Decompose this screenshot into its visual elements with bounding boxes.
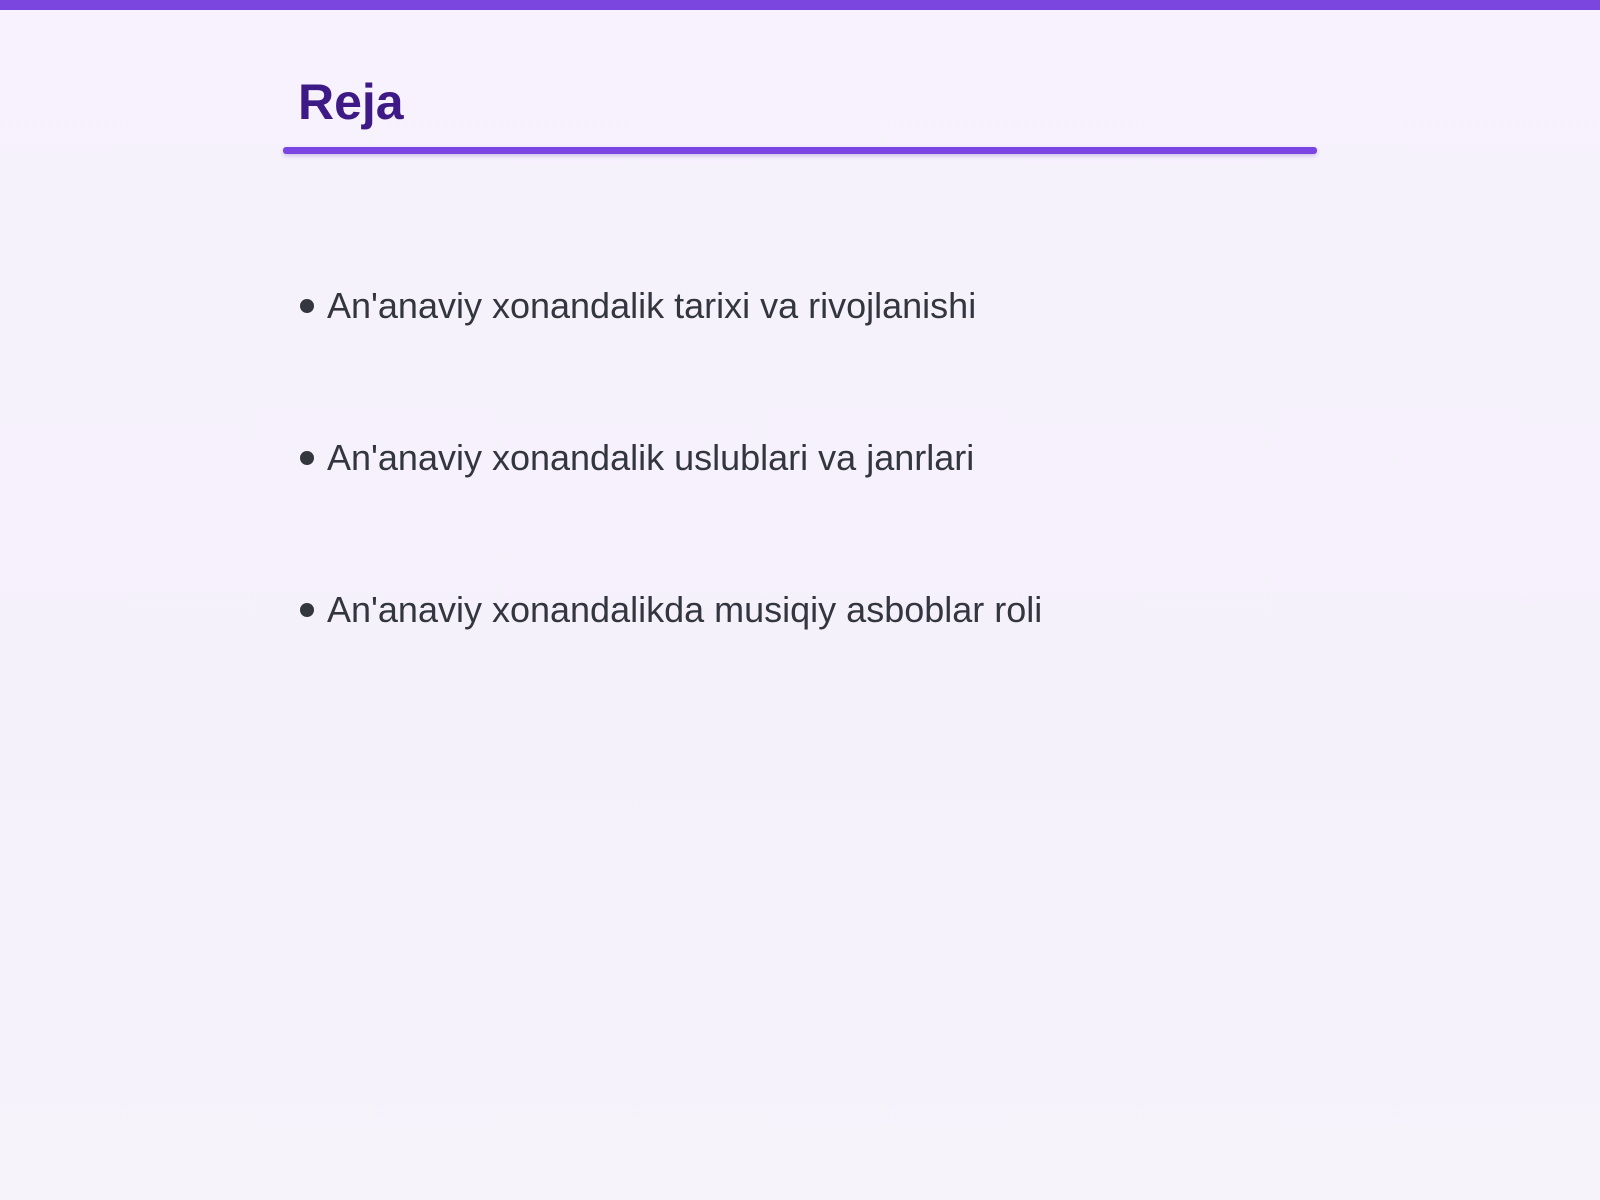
bullet-item [300,432,1042,484]
bullet-text: An'anaviy xonandalik tarixi va rivojlanishi [327,285,977,326]
bullet-dot-icon [300,451,314,465]
bullet-text: An'anaviy xonandalikda musiqiy asboblar roli [327,589,1043,630]
bullet-item [300,280,1042,332]
bullet-dot-icon [300,603,314,617]
bullet-list [300,280,1042,736]
title-underline [283,147,1317,154]
bullet-text: An'anaviy xonandalik uslublari va janrlari [327,437,975,478]
bullet-dot-icon [300,299,314,313]
bullet-item [300,584,1042,636]
slide-title: Reja [298,74,404,130]
